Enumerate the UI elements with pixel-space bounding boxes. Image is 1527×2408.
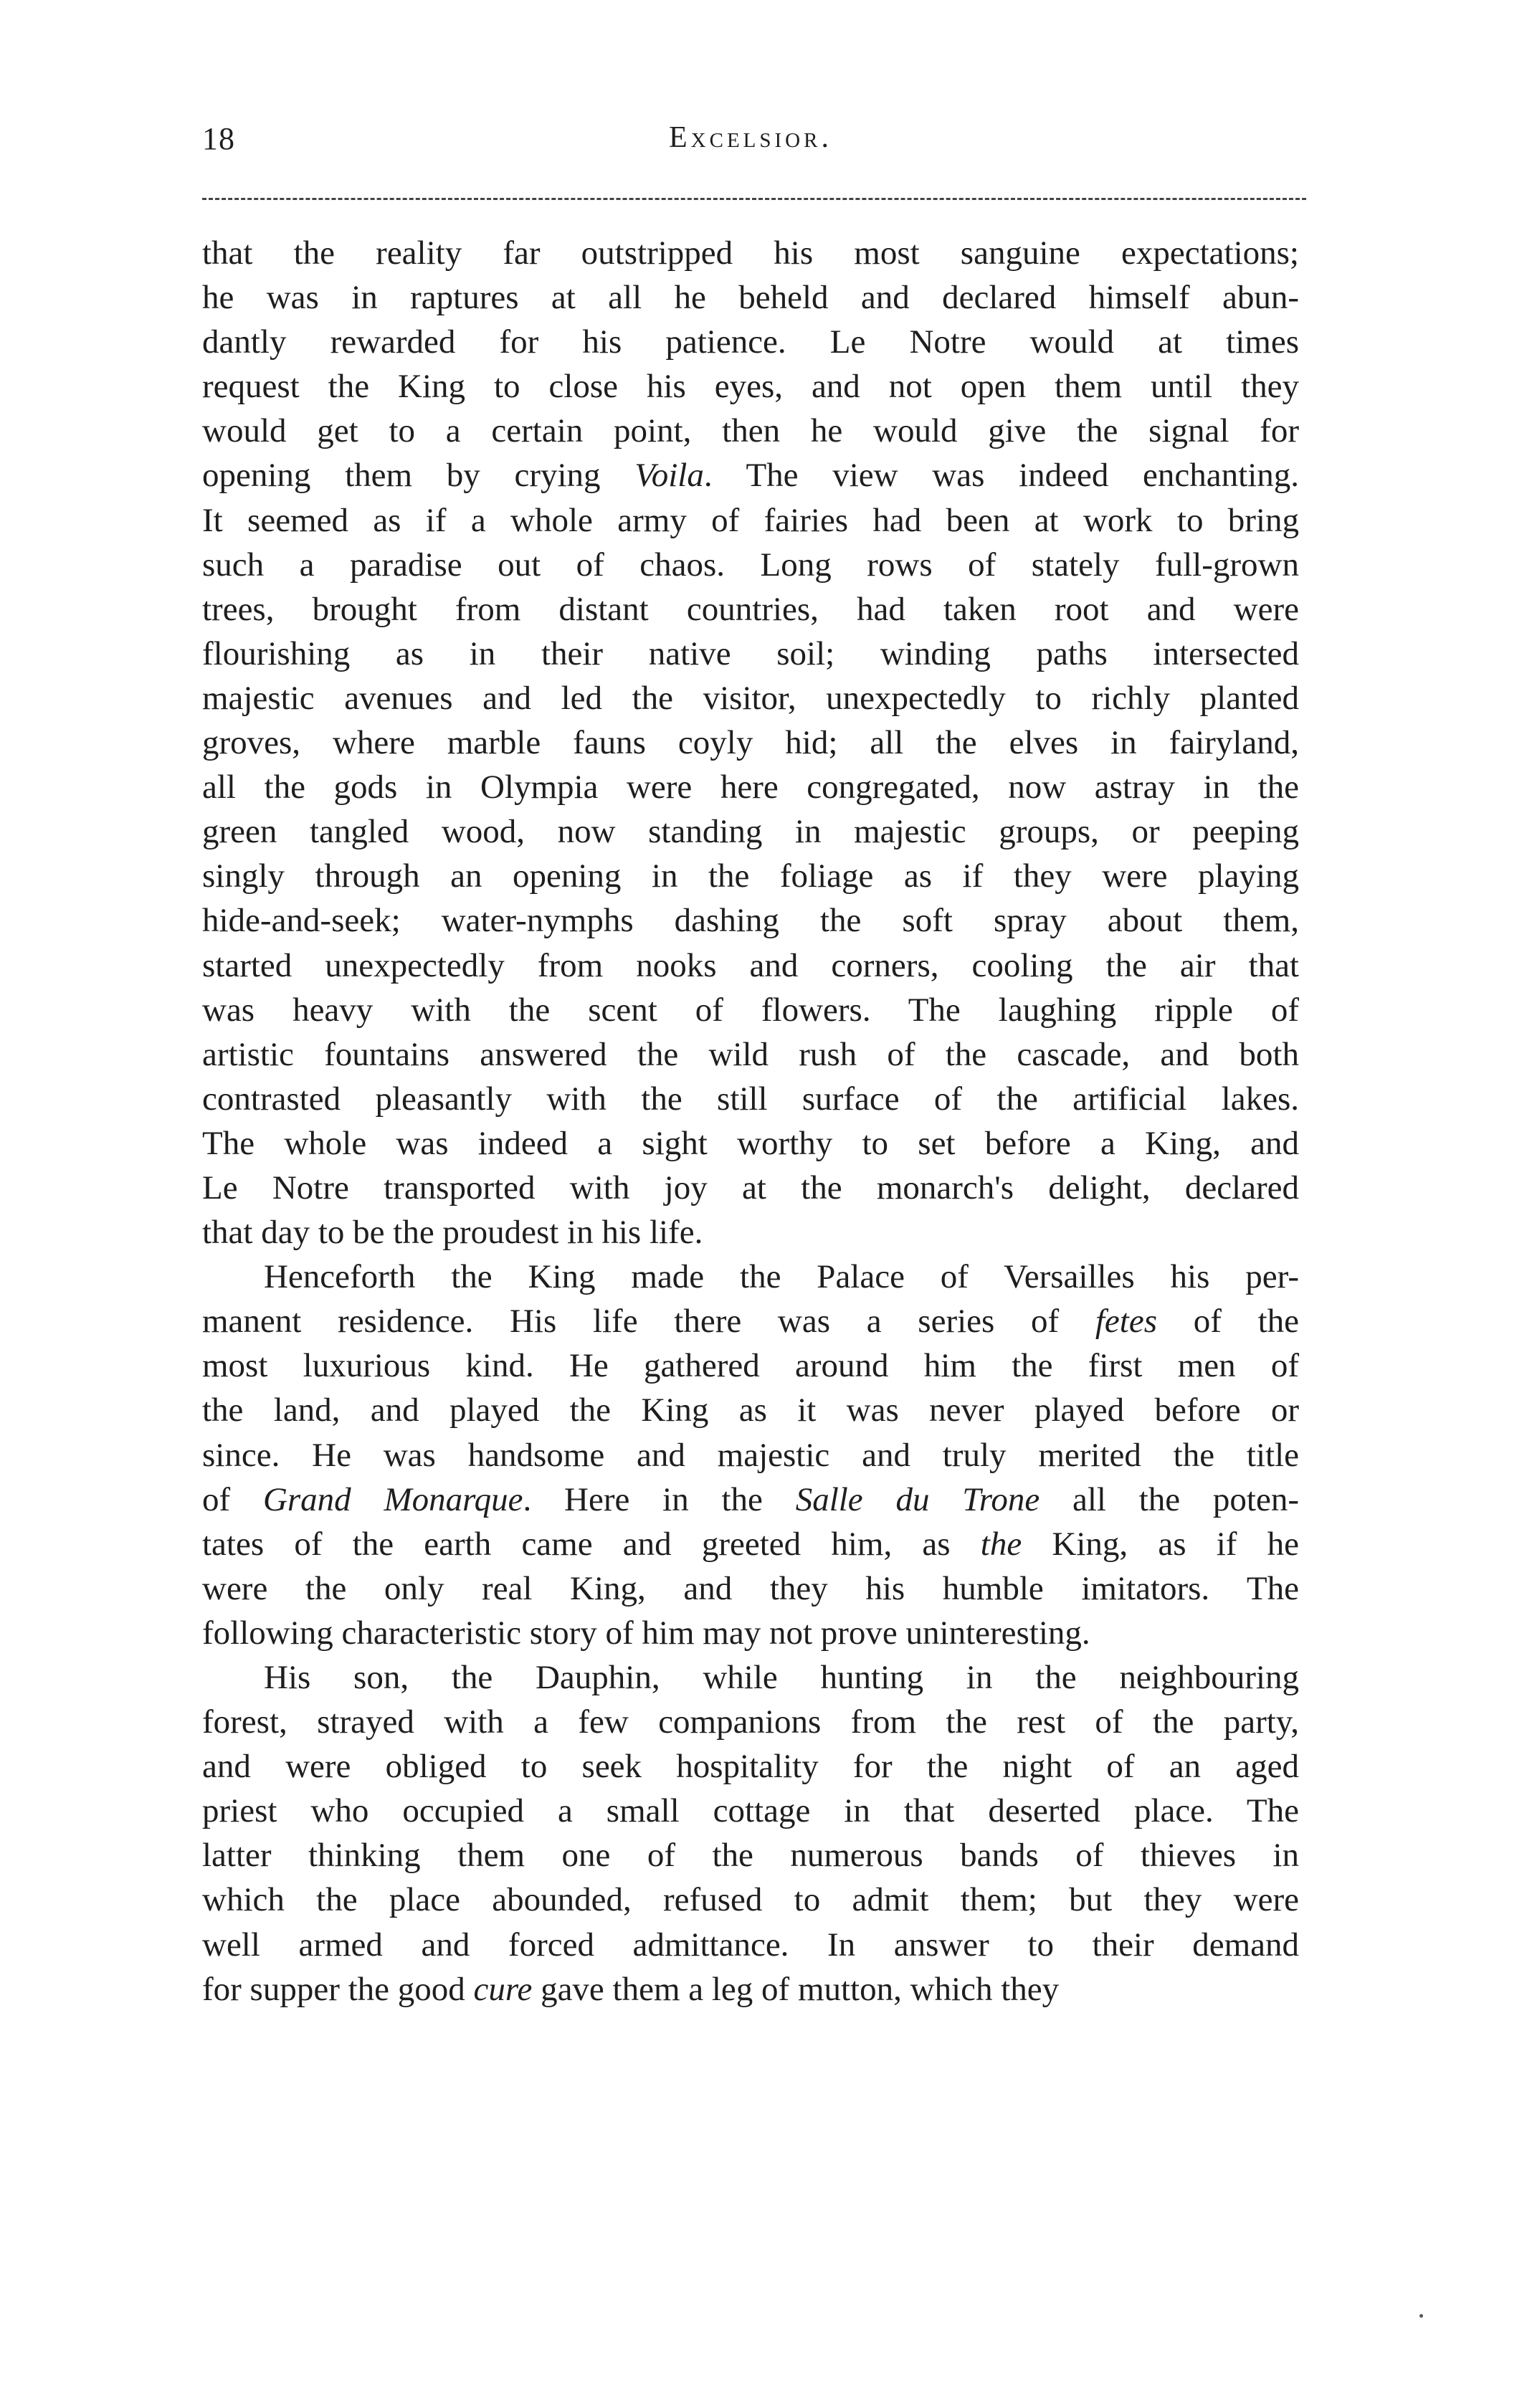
text-line: were the only real King, and they his humble imitators. The xyxy=(202,1569,1299,1607)
print-speck xyxy=(1419,2314,1423,2318)
text-line: of Grand Monarque. Here in the Salle du Trone all the poten- xyxy=(202,1480,1299,1518)
header-rule xyxy=(202,198,1306,200)
text-line: groves, where marble fauns coyly hid; all the elves in fairyland, xyxy=(202,724,1299,762)
text-line: artistic fountains answered the wild rush of the cascade, and both xyxy=(202,1035,1299,1073)
text-line: forest, strayed with a few companions from the rest of the party, xyxy=(202,1703,1299,1741)
running-head: Excelsior. xyxy=(669,121,832,154)
text-line: all the gods in Olympia were here congregated, now astray in the xyxy=(202,768,1299,806)
text-line: His son, the Dauphin, while hunting in the neighbouring xyxy=(264,1659,1299,1696)
text-line: since. He was handsome and majestic and truly merited the title xyxy=(202,1436,1299,1474)
text-line: flourishing as in their native soil; winding paths intersected xyxy=(202,634,1299,672)
text-line: Henceforth the King made the Palace of Versailles his per- xyxy=(264,1258,1299,1296)
text-line: following characteristic story of him may not prove uninteresting. xyxy=(202,1614,1090,1652)
text-line: It seemed as if a whole army of fairies had been at work to bring xyxy=(202,501,1299,539)
text-line: opening them by crying Voila. The view was indeed enchanting. xyxy=(202,457,1300,495)
page-number: 18 xyxy=(202,121,235,156)
text-line: the land, and played the King as it was never played before or xyxy=(202,1391,1299,1429)
text-line: started unexpectedly from nooks and corners, cooling the air that xyxy=(202,946,1299,984)
text-line: latter thinking them one of the numerous bands of thieves in xyxy=(202,1837,1299,1875)
text-line: such a paradise out of chaos. Long rows of stately full-grown xyxy=(202,546,1299,584)
body-text xyxy=(202,231,1299,2012)
text-line: most luxurious kind. He gathered around him the first men of xyxy=(202,1347,1299,1385)
text-line: contrasted pleasantly with the still surface of the artificial lakes. xyxy=(202,1080,1299,1118)
text-line: well armed and forced admittance. In answer to their demand xyxy=(202,1926,1299,1964)
text-line: that day to be the proudest in his life. xyxy=(202,1214,703,1252)
page-header xyxy=(202,120,1299,178)
text-line: for supper the good cure gave them a leg of mutton, which they xyxy=(202,1970,1060,2008)
text-line: hide-and-seek; water-nymphs dashing the soft spray about them, xyxy=(202,902,1299,940)
text-line: was heavy with the scent of flowers. The laughing ripple of xyxy=(202,991,1299,1029)
paragraph xyxy=(202,1255,1299,1655)
text-line: tates of the earth came and greeted him, as the King, as if he xyxy=(202,1525,1299,1563)
text-line: priest who occupied a small cottage in that deserted place. The xyxy=(202,1792,1299,1830)
text-line: manent residence. His life there was a series of fetes of the xyxy=(202,1303,1300,1341)
paragraph xyxy=(202,1655,1299,2012)
text-line: majestic avenues and led the visitor, unexpectedly to richly planted xyxy=(202,679,1299,717)
text-line: dantly rewarded for his patience. Le Notre would at times xyxy=(202,323,1299,361)
text-line: Le Notre transported with joy at the monarch's delight, declared xyxy=(202,1169,1299,1207)
paragraph xyxy=(202,231,1299,1255)
text-line: singly through an opening in the foliage as if they were playing xyxy=(202,857,1299,895)
text-line: which the place abounded, refused to admit them; but they were xyxy=(202,1881,1299,1919)
text-line: that the reality far outstripped his most sanguine expectations; xyxy=(202,234,1299,272)
text-line: he was in raptures at all he beheld and declared himself abun- xyxy=(202,279,1299,317)
text-line: The whole was indeed a sight worthy to set before a King, and xyxy=(202,1124,1299,1162)
text-line: and were obliged to seek hospitality for the night of an aged xyxy=(202,1748,1299,1786)
text-line: would get to a certain point, then he would give the signal for xyxy=(202,412,1299,450)
text-line: trees, brought from distant countries, had taken root and were xyxy=(202,590,1299,628)
text-line: green tangled wood, now standing in majestic groups, or peeping xyxy=(202,813,1299,851)
text-line: request the King to close his eyes, and not open them until they xyxy=(202,368,1299,406)
